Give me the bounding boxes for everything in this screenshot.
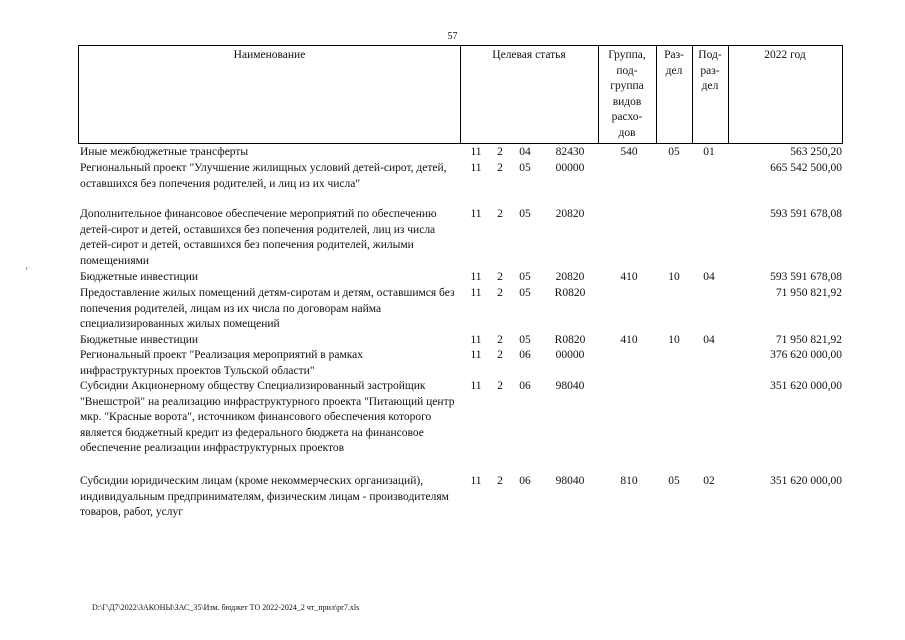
row-code-1: 11 — [470, 475, 482, 487]
row-code-2: 2 — [497, 208, 503, 220]
row-group: 540 — [620, 146, 638, 158]
row-subsection: 04 — [703, 334, 715, 346]
header-subsection: Под- раз- дел — [698, 49, 722, 92]
row-amount: 563 250,20 — [790, 146, 842, 158]
header-group: Группа, под- группа видов расхо- дов — [608, 49, 646, 139]
row-name: Региональный проект "Реализация мероприятий в рамках инфраструктурных проектов Тульской области" — [80, 349, 364, 377]
row-code-2: 2 — [497, 287, 503, 299]
header-target: Целевая статья — [492, 49, 566, 61]
row-code-3: 05 — [519, 287, 531, 299]
row-amount: 593 591 678,08 — [770, 271, 842, 283]
row-name: Бюджетные инвестиции — [80, 271, 199, 283]
row-amount: 593 591 678,08 — [770, 208, 842, 220]
row-section: 05 — [668, 146, 680, 158]
row-code-1: 11 — [470, 287, 482, 299]
row-code-2: 2 — [497, 475, 503, 487]
row-code-1: 11 — [470, 349, 482, 361]
row-code-1: 11 — [470, 380, 482, 392]
row-code-3: 05 — [519, 208, 531, 220]
row-code-4: R0820 — [554, 287, 586, 299]
row-code-4: 98040 — [555, 475, 585, 487]
row-code-4: 20820 — [555, 271, 585, 283]
row-subsection: 02 — [703, 475, 715, 487]
table-header — [78, 45, 843, 144]
row-amount: 351 620 000,00 — [770, 380, 842, 392]
row-code-3: 05 — [519, 162, 531, 174]
row-code-4: 82430 — [555, 146, 585, 158]
row-subsection: 01 — [703, 146, 715, 158]
row-code-4: 00000 — [555, 349, 585, 361]
row-amount: 665 542 500,00 — [770, 162, 842, 174]
row-name: Предоставление жилых помещений детям-сиротам и детям, оставшимся без попечения родителей, лицам из их числа по договорам найма специализированных жилых помещений — [80, 287, 455, 330]
row-section: 10 — [668, 271, 680, 283]
row-code-1: 11 — [470, 208, 482, 220]
header-section: Раз- дел — [664, 49, 684, 77]
row-code-3: 05 — [519, 271, 531, 283]
row-code-3: 04 — [519, 146, 531, 158]
row-code-4: 00000 — [555, 162, 585, 174]
row-name: Субсидии Акционерному обществу Специализированный застройщик "Внешстрой" на реализацию инфраструктурного проекта "Питающий центр мкр. "Красные ворота", источником финансового обеспечения которого является бюджетный кредит из федерального бюджета на финансовое обеспечение реализации инфраструктурных проектов — [80, 380, 455, 454]
row-code-2: 2 — [497, 349, 503, 361]
row-code-2: 2 — [497, 380, 503, 392]
file-path-footer: D:\Г\Д7\2022\ЗАКОНЫ\ЗАС_35\Изм. бюджет ТО 2022-2024_2 чт_прил\pr7.xls — [92, 603, 360, 612]
header-year: 2022 год — [764, 49, 806, 61]
page-number: 57 — [447, 31, 458, 42]
row-name: Дополнительное финансовое обеспечение мероприятий по обеспечению детей-сирот и детей, оставшихся без попечения родителей, лиц из числа детей-сирот и детей, оставшихся без попечения родителей, жилыми помещениями — [80, 208, 437, 267]
row-code-2: 2 — [497, 271, 503, 283]
row-code-1: 11 — [470, 271, 482, 283]
header-name: Наименование — [233, 49, 306, 61]
row-code-3: 06 — [519, 380, 531, 392]
row-code-2: 2 — [497, 162, 503, 174]
row-group: 810 — [620, 475, 638, 487]
row-name: Бюджетные инвестиции — [80, 334, 199, 346]
row-subsection: 04 — [703, 271, 715, 283]
row-code-1: 11 — [470, 162, 482, 174]
row-name: Региональный проект "Улучшение жилищных условий детей-сирот, детей, оставшихся без попечения родителей, и лиц из их числа" — [80, 162, 447, 190]
row-code-2: 2 — [497, 334, 503, 346]
row-code-1: 11 — [470, 146, 482, 158]
row-section: 05 — [668, 475, 680, 487]
row-amount: 376 620 000,00 — [770, 349, 842, 361]
row-name: Иные межбюджетные трансферты — [80, 146, 249, 158]
row-code-1: 11 — [470, 334, 482, 346]
row-code-2: 2 — [497, 146, 503, 158]
row-code-4: R0820 — [554, 334, 586, 346]
row-name: Субсидии юридическим лицам (кроме некоммерческих организаций), индивидуальным предпринимателям, физическим лицам - производителям товаров, работ, услуг — [80, 475, 449, 518]
margin-mark: ' — [26, 266, 28, 276]
row-code-3: 06 — [519, 349, 531, 361]
row-code-3: 05 — [519, 334, 531, 346]
row-group: 410 — [620, 334, 638, 346]
row-code-4: 20820 — [555, 208, 585, 220]
row-amount: 71 950 821,92 — [775, 334, 842, 346]
row-section: 10 — [668, 334, 680, 346]
row-code-4: 98040 — [555, 380, 585, 392]
row-group: 410 — [620, 271, 638, 283]
row-code-3: 06 — [519, 475, 531, 487]
row-amount: 71 950 821,92 — [775, 287, 842, 299]
row-amount: 351 620 000,00 — [770, 475, 842, 487]
